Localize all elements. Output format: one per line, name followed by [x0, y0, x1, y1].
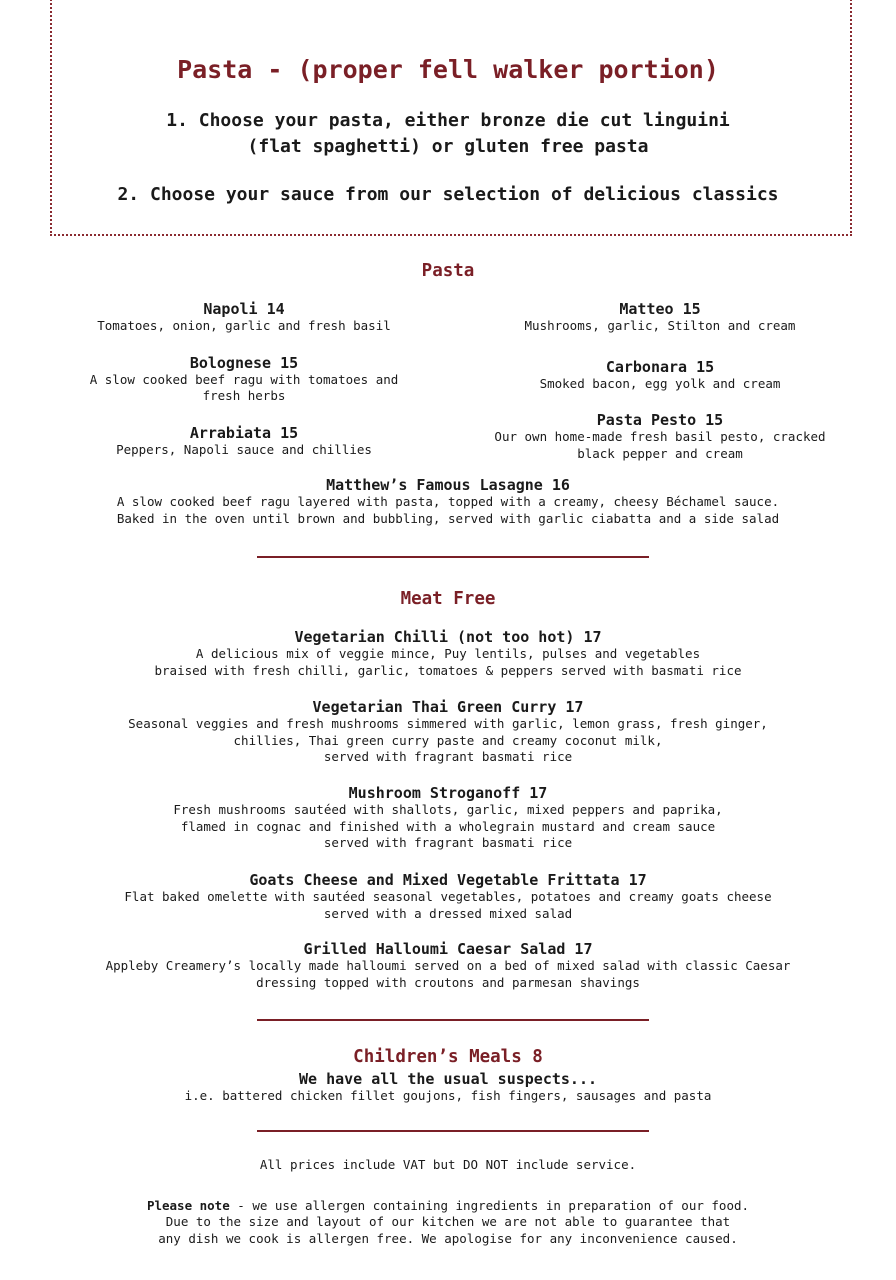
item-description: Tomatoes, onion, garlic and fresh basil — [97, 318, 391, 333]
pasta-left-column — [60, 300, 428, 458]
item-name: Grilled Halloumi Caesar Salad 17 — [303, 940, 593, 958]
please-note-label: Please note — [146, 1198, 230, 1213]
step-1-line-1: 1. Choose your pasta, either bronze die cut linguini — [166, 110, 730, 131]
item-name: Bolognese 15 — [189, 353, 299, 372]
step-1-line-2: (flat spaghetti) or gluten free pasta — [247, 136, 649, 157]
menu-item — [0, 698, 896, 766]
allergen-note-line-3: any dish we cook is allergen free. We apologise for any inconvenience caused. — [158, 1231, 738, 1246]
item-name: Matteo 15 — [619, 300, 701, 318]
item-description: fresh herbs — [202, 388, 286, 403]
item-description: A delicious mix of veggie mince, Puy lentils, pulses and vegetables — [195, 646, 701, 661]
item-description: Our own home-made fresh basil pesto, cracked — [494, 429, 826, 444]
item-description: Baked in the oven until brown and bubbling, served with garlic ciabatta and a side salad — [116, 510, 780, 526]
allergen-note-text: - we use allergen containing ingredients in preparation of our food. — [229, 1198, 750, 1213]
item-name: Mushroom Stroganoff 17 — [348, 784, 548, 802]
menu-item — [470, 358, 850, 393]
section-divider — [257, 1019, 649, 1021]
menu-item — [0, 784, 896, 852]
menu-item — [470, 300, 850, 335]
pasta-right-column — [470, 300, 850, 462]
item-description: served with a dressed mixed salad — [323, 905, 573, 921]
item-description: served with fragrant basmati rice — [323, 835, 573, 850]
item-name: Arrabiata 15 — [189, 423, 299, 442]
item-description: Flat baked omelette with sautéed seasonal vegetables, potatoes and creamy goats cheese — [124, 889, 772, 904]
page-title: Pasta - (proper fell walker portion) — [177, 55, 719, 84]
allergen-note-line-2: Due to the size and layout of our kitchen we are not able to guarantee that — [165, 1214, 731, 1229]
item-description: dressing topped with croutons and parmesan shavings — [256, 974, 640, 990]
item-name: Carbonara 15 — [605, 357, 715, 376]
item-description: flamed in cognac and finished with a wholegrain mustard and cream sauce — [180, 818, 716, 834]
item-description: Seasonal veggies and fresh mushrooms simmered with garlic, lemon grass, fresh ginger, — [128, 716, 768, 731]
item-description: A slow cooked beef ragu with tomatoes and — [89, 371, 399, 387]
children-section-title: Children’s Meals 8 — [353, 1047, 543, 1067]
meat-free-section-title: Meat Free — [400, 589, 496, 609]
prices-note: All prices include VAT but DO NOT include service. — [259, 1157, 637, 1172]
item-description: Mushrooms, garlic, Stilton and cream — [524, 318, 796, 333]
item-description: Fresh mushrooms sautéed with shallots, garlic, mixed peppers and paprika, — [173, 802, 723, 817]
item-description: Peppers, Napoli sauce and chillies — [116, 441, 372, 457]
menu-item — [60, 354, 428, 405]
lasagne-item — [0, 476, 896, 527]
item-name: Vegetarian Thai Green Curry 17 — [312, 698, 584, 716]
step-2: 2. Choose your sauce from our selection of delicious classics — [117, 184, 779, 205]
menu-item — [0, 628, 896, 679]
menu-item — [60, 300, 428, 335]
menu-item — [60, 424, 428, 459]
pasta-section-title: Pasta — [421, 261, 475, 281]
item-name: Napoli 14 — [203, 300, 285, 318]
item-name: Matthew’s Famous Lasagne 16 — [326, 476, 570, 494]
allergen-note-line-1 — [0, 1198, 896, 1215]
children-description: i.e. battered chicken fillet goujons, fish fingers, sausages and pasta — [184, 1088, 712, 1103]
item-description: chillies, Thai green curry paste and creamy coconut milk, — [233, 732, 663, 748]
item-description: Appleby Creamery’s locally made halloumi served on a bed of mixed salad with classic Caesar — [105, 958, 791, 973]
item-description: braised with fresh chilli, garlic, tomatoes & peppers served with basmati rice — [154, 662, 742, 678]
item-name: Goats Cheese and Mixed Vegetable Frittata 17 — [249, 871, 647, 889]
section-divider — [257, 556, 649, 558]
menu-item — [0, 871, 896, 922]
item-description: black pepper and cream — [577, 445, 743, 461]
children-subtitle: We have all the usual suspects... — [298, 1070, 597, 1088]
menu-item — [470, 411, 850, 462]
item-description: Smoked bacon, egg yolk and cream — [539, 375, 781, 391]
item-description: A slow cooked beef ragu layered with pasta, topped with a creamy, cheesy Béchamel sauce. — [116, 494, 780, 509]
menu-item — [0, 940, 896, 991]
item-name: Pasta Pesto 15 — [596, 411, 724, 429]
item-name: Vegetarian Chilli (not too hot) 17 — [294, 628, 602, 646]
item-description: served with fragrant basmati rice — [323, 749, 573, 764]
section-divider — [257, 1130, 649, 1132]
